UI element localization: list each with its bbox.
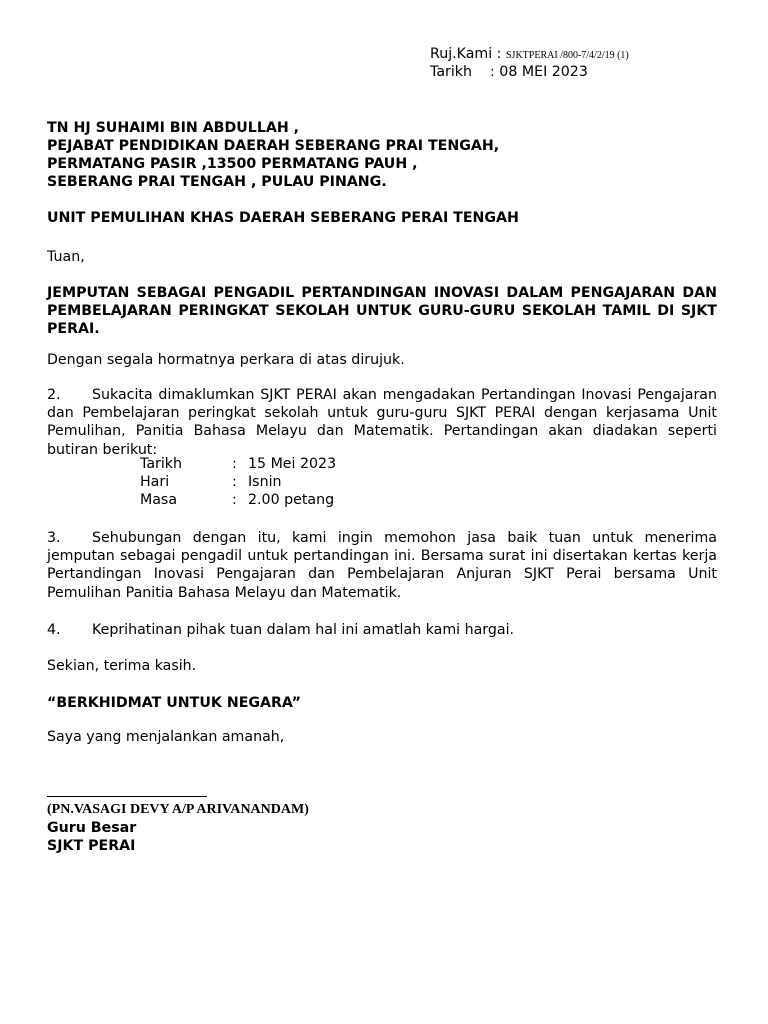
subject-line-1: JEMPUTAN SEBAGAI PENGADIL PERTANDINGAN INOVASI DALAM PENGAJARAN DAN	[47, 285, 717, 301]
detail-value: 2.00 petang	[248, 492, 335, 508]
recipient-line-1: TN HJ SUHAIMI BIN ABDULLAH ,	[47, 120, 300, 136]
paragraph-3-number: 3.	[47, 530, 61, 546]
detail-label: Tarikh	[140, 456, 182, 472]
paragraph-3-text: Sehubungan dengan itu, kami ingin memohon jasa baik tuan untuk menerima jemputan sebagai pengadil untuk pertandingan ini. Bersama surat ini disertakan kertas kerja Pertandingan Inovasi Pengajaran dan Pembelajaran Anjuran SJKT Perai bersama Unit Pemulihan Panitia Bahasa Melayu dan Matematik.	[47, 530, 717, 601]
school-name: SJKT PERAI	[47, 838, 136, 854]
recipient-line-2: PEJABAT PENDIDIKAN DAERAH SEBERANG PRAI TENGAH,	[47, 138, 500, 154]
detail-row-time	[0, 492, 768, 510]
signatory-name: (PN.VASAGI DEVY A/P ARIVANANDAM)	[47, 802, 309, 817]
signatory-title: Guru Besar	[47, 820, 137, 836]
detail-colon: :	[232, 474, 237, 490]
paragraph-3	[47, 529, 717, 602]
attention-line: UNIT PEMULIHAN KHAS DAERAH SEBERANG PERAI TENGAH	[47, 210, 519, 226]
recipient-line-4: SEBERANG PRAI TENGAH , PULAU PINANG.	[47, 174, 387, 190]
paragraph-2-number: 2.	[47, 387, 61, 403]
subject-line-2: PEMBELAJARAN PERINGKAT SEKOLAH UNTUK GURU-GURU SEKOLAH TAMIL DI SJKT	[47, 303, 717, 319]
intro-text: Dengan segala hormatnya perkara di atas dirujuk.	[47, 352, 405, 368]
paragraph-4-number: 4.	[47, 622, 61, 638]
detail-colon: :	[232, 492, 237, 508]
reference-label: Ruj.Kami :	[430, 46, 502, 62]
salutation: Tuan,	[47, 249, 85, 265]
signature-line	[47, 796, 207, 797]
detail-label: Masa	[140, 492, 178, 508]
date-label: Tarikh	[430, 64, 472, 80]
date-colon: :	[490, 64, 495, 80]
date-value: 08 MEI 2023	[499, 64, 588, 80]
detail-value: Isnin	[248, 474, 282, 490]
reference-value: SJKTPERAI /800-7/4/2/19 (1)	[505, 50, 629, 61]
closing-text: Sekian, terima kasih.	[47, 658, 197, 674]
reference-line	[430, 46, 629, 62]
detail-row-date	[0, 456, 768, 474]
paragraph-4	[47, 622, 514, 638]
paragraph-2-text: Sukacita dimaklumkan SJKT PERAI akan mengadakan Pertandingan Inovasi Pengajaran dan Pembelajaran peringkat sekolah untuk guru-guru SJKT PERAI dengan kerjasama Unit Pemulihan, Panitia Bahasa Melayu dan Matematik. Pertandingan akan diadakan seperti butiran berikut:	[47, 387, 717, 458]
detail-value: 15 Mei 2023	[248, 456, 337, 472]
detail-row-day	[0, 474, 768, 492]
date-line	[430, 64, 588, 80]
detail-colon: :	[232, 456, 237, 472]
trust-text: Saya yang menjalankan amanah,	[47, 729, 285, 745]
detail-label: Hari	[140, 474, 170, 490]
subject-line-3: PERAI.	[47, 321, 100, 337]
recipient-line-3: PERMATANG PASIR ,13500 PERMATANG PAUH ,	[47, 156, 418, 172]
paragraph-2	[47, 386, 717, 459]
paragraph-4-text: Keprihatinan pihak tuan dalam hal ini amatlah kami hargai.	[92, 622, 515, 638]
motto: “BERKHIDMAT UNTUK NEGARA”	[47, 695, 301, 711]
